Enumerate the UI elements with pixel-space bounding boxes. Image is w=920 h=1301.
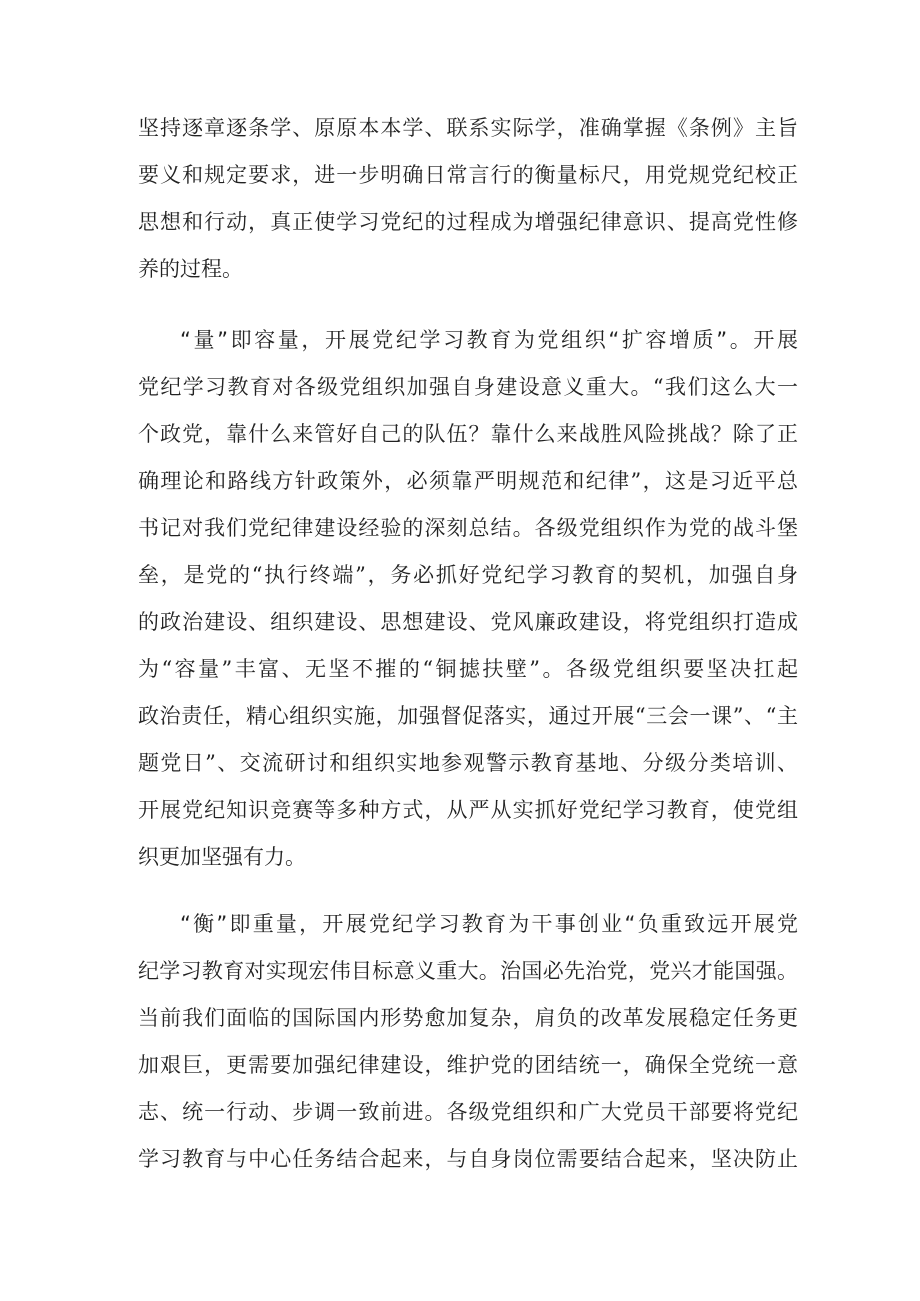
paragraph2-line-8: 政治责任，精心组织实施，加强督促落实，通过开展“三会一课”、“主 [138,704,798,728]
paragraph3-first-line-rest: 远开展党 [707,912,798,936]
paragraph3-line-2: 当前我们面临的国际国内形势愈加复杂，肩负的改革发展稳定任务更 [138,1006,798,1030]
paragraph1-line-1: 坚持逐章逐条学、原原本本学、联系实际学，准确掌握《条例》主旨 [138,116,798,140]
paragraph3-line-3: 加艰巨，更需要加强纪律建设，维护党的团结统一，确保全党统一意 [138,1053,798,1077]
paragraph2-line-10: 开展党纪知识竞赛等多种方式，从严从实抓好党纪学习教育，使党组 [138,798,798,822]
paragraph2-line-7: 为“容量”丰富、无坚不摧的“铜摅扶壁”。各级党组织要坚决扛起 [138,657,798,681]
paragraph2-heading: “量”即容量，开展党纪学习教育为党组织“扩容增质” [180,328,728,352]
paragraph2-line-3: 确理论和路线方针政策外，必须靠严明规范和纪律”，这是习近平总 [138,469,798,493]
paragraph2-line-2: 个政党，靠什么来管好自己的队伍？靠什么来战胜风险挑战？除了正 [138,422,798,446]
paragraph2-line-5: 垒，是党的“执行终端”，务必抓好党纪学习教育的契机，加强自身 [138,563,798,587]
paragraph2-first-line-rest: 。开展 [727,328,798,352]
paragraph1-line-2: 要义和规定要求，进一步明确日常言行的衡量标尺，用党规党纪校正 [138,163,798,187]
paragraph2-line-1: 党纪学习教育对各级党组织加强自身建设意义重大。“我们这么大一 [138,375,798,399]
paragraph2-line-9: 题党日”、交流研讨和组织实地参观警示教育基地、分级分类培训、 [138,751,798,775]
paragraph3-heading: “衡”即重量，开展党纪学习教育为干事创业“负重致 [180,912,708,936]
paragraph3-line-1: 纪学习教育对实现宏伟目标意义重大。治国必先治党，党兴才能国强。 [138,959,798,983]
paragraph3-first-line [180,906,798,942]
paragraph2-line-4: 书记对我们党纪律建设经验的深刻总结。各级党组织作为党的战斗堡 [138,516,798,540]
paragraph1-line-3: 思想和行动，真正使学习党纪的过程成为增强纪律意识、提高党性修 [138,210,798,234]
paragraph3-line-5: 学习教育与中心任务结合起来，与自身岗位需要结合起来，坚决防止 [138,1147,798,1171]
paragraph3-line-4: 志、统一行动、步调一致前进。各级党组织和广大党员干部要将党纪 [138,1100,798,1124]
paragraph2-line-11: 织更加坚强有力。 [138,845,306,869]
paragraph1-line-4: 养的过程。 [138,257,243,281]
paragraph2-first-line [180,322,798,358]
paragraph2-line-6: 的政治建设、组织建设、思想建设、党风廉政建设，将党组织打造成 [138,610,798,634]
